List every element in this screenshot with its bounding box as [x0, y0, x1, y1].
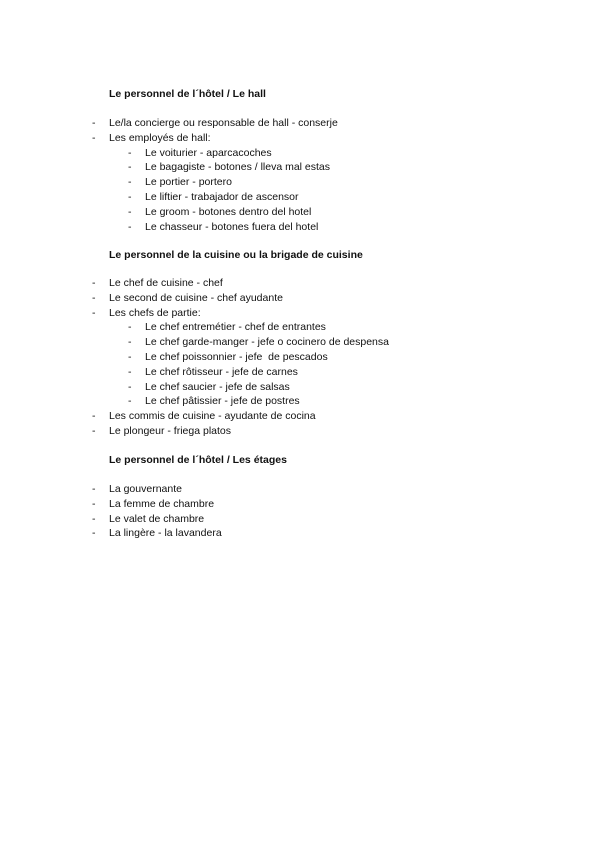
section-heading-hall: Le personnel de l´hôtel / Le hall: [109, 88, 266, 100]
list-bullet: -: [92, 497, 96, 510]
list-bullet: -: [92, 410, 96, 423]
list-item-text: Le portier - portero: [145, 176, 232, 189]
list-item-text: Le chasseur - botones fuera del hotel: [145, 220, 319, 233]
list-item-text: Le chef de cuisine - chef: [109, 277, 223, 289]
list-item-text: Le groom - botones dentro del hotel: [145, 205, 312, 218]
list-item-text: Les commis de cuisine - ayudante de cocina: [109, 410, 316, 423]
list-bullet: -: [128, 205, 132, 218]
list-item-text: Les employés de hall:: [109, 131, 211, 144]
list-bullet: -: [92, 131, 96, 144]
list-bullet: -: [128, 350, 132, 363]
list-item-text: Le chef saucier - jefe de salsas: [145, 380, 290, 393]
list-item-text: Le bagagiste - botones / lleva mal estas: [145, 161, 331, 174]
list-item-text: Le plongeur - friega platos: [109, 424, 231, 437]
list-item-text: La lingère - la lavandera: [109, 527, 222, 540]
list-bullet: -: [128, 190, 132, 203]
list-item-text: Le second de cuisine - chef ayudante: [109, 291, 283, 304]
list-bullet: -: [128, 365, 132, 378]
list-bullet: -: [128, 220, 132, 233]
list-bullet: -: [92, 483, 96, 495]
list-bullet: -: [128, 395, 132, 408]
list-bullet: -: [92, 306, 96, 319]
list-item-text: Le chef pâtissier - jefe de postres: [145, 395, 300, 408]
list-bullet: -: [92, 527, 96, 540]
list-item-text: Le chef entremétier - chef de entrantes: [145, 321, 326, 334]
list-bullet: -: [128, 176, 132, 189]
section-heading-etages: Le personnel de l´hôtel / Les étages: [109, 454, 287, 466]
list-item-text: Le valet de chambre: [109, 512, 205, 525]
list-bullet: -: [128, 146, 132, 159]
list-bullet: -: [92, 291, 96, 304]
section-heading-cuisine: Le personnel de la cuisine ou la brigade de cuisine: [109, 249, 363, 261]
list-bullet: -: [92, 117, 96, 129]
list-item-text: Le chef poissonnier - jefe de pescados: [145, 350, 328, 363]
list-bullet: -: [92, 512, 96, 525]
list-item-text: Le chef rôtisseur - jefe de carnes: [145, 365, 298, 378]
list-item-text: La femme de chambre: [109, 497, 215, 510]
list-bullet: -: [128, 321, 132, 334]
list-bullet: -: [128, 380, 132, 393]
list-item-text: Les chefs de partie:: [109, 306, 201, 319]
list-item-text: Le/la concierge ou responsable de hall - conserje: [109, 117, 338, 129]
list-item-text: La gouvernante: [109, 483, 182, 495]
list-bullet: -: [92, 424, 96, 437]
list-bullet: -: [92, 277, 96, 289]
list-item-text: Le liftier - trabajador de ascensor: [145, 190, 299, 203]
list-item-text: Le voiturier - aparcacoches: [145, 146, 272, 159]
list-item-text: Le chef garde-manger - jefe o cocinero de despensa: [145, 336, 389, 349]
list-bullet: -: [128, 336, 132, 349]
list-bullet: -: [128, 161, 132, 174]
